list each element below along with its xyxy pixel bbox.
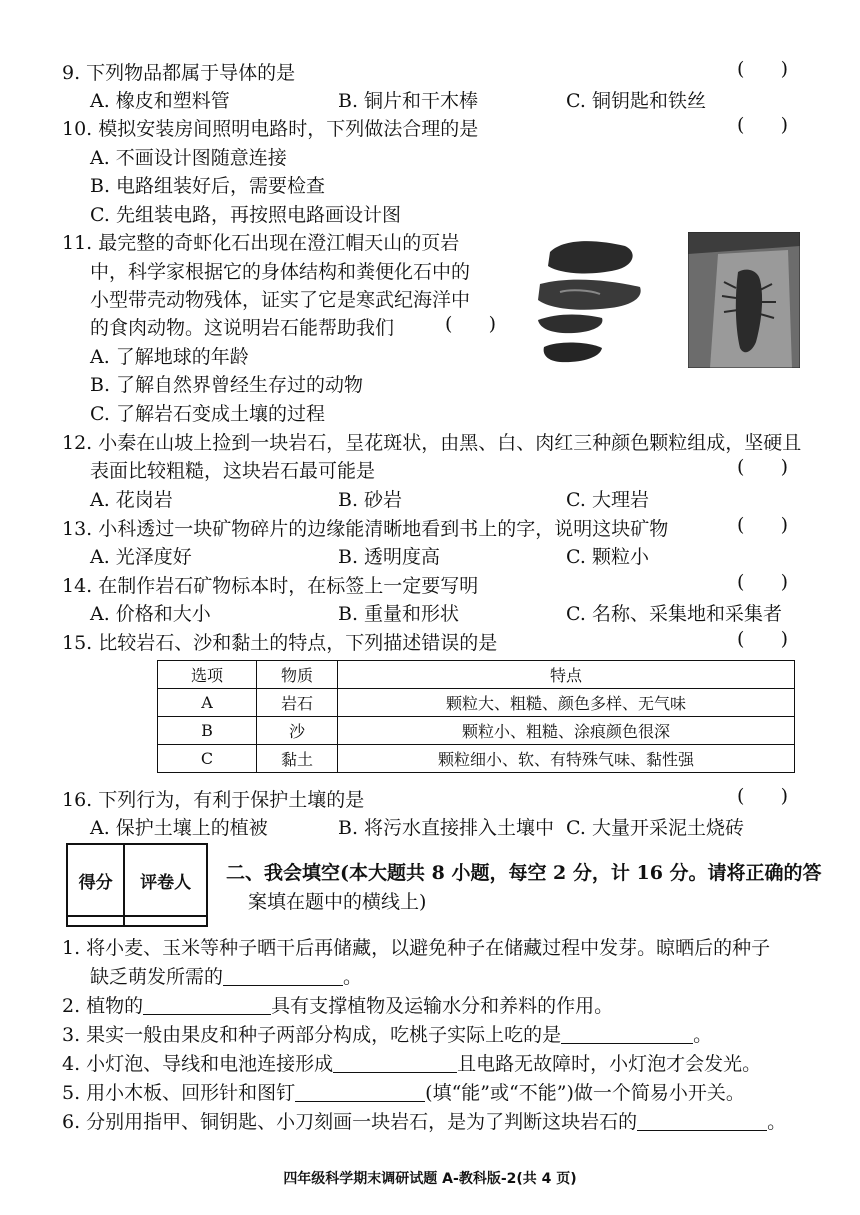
option-c: C. 铜钥匙和铁丝 <box>566 90 706 112</box>
fill-5-blank[interactable] <box>295 1082 425 1102</box>
table-cell: 黏土 <box>257 745 338 773</box>
table-cell: 颗粒细小、软、有特殊气味、黏性强 <box>338 745 795 773</box>
fill-3-text: 3. 果实一般由果皮和种子两部分构成，吃桃子实际上吃的是 <box>62 1024 562 1046</box>
table-header: 特点 <box>338 661 795 689</box>
table-cell: 颗粒大、粗糙、颜色多样、无气味 <box>338 689 795 717</box>
table-cell: C <box>158 745 257 773</box>
answer-paren[interactable]: ( ) <box>737 785 789 807</box>
fossil-rock-photo <box>530 232 650 367</box>
option-a: A. 光泽度好 <box>90 546 192 568</box>
question-11-line-3: 小型带壳动物残体，证实了它是寒武纪海洋中 <box>90 289 471 311</box>
question-12-line-2: 表面比较粗糙，这块岩石最可能是 <box>90 460 376 482</box>
option-c: C. 大理岩 <box>566 489 649 511</box>
option-b: B. 重量和形状 <box>338 603 460 625</box>
option-b: B. 了解自然界曾经生存过的动物 <box>90 374 364 396</box>
option-a: A. 橡皮和塑料管 <box>90 90 230 112</box>
option-c: C. 大量开采泥土烧砖 <box>566 817 744 839</box>
option-c: C. 名称、采集地和采集者 <box>566 603 782 625</box>
question-9-stem: 9. 下列物品都属于导体的是 <box>62 62 296 84</box>
option-a: A. 价格和大小 <box>90 603 211 625</box>
table-header-row <box>158 661 795 689</box>
option-c: C. 了解岩石变成土壤的过程 <box>90 403 325 425</box>
score-label: 得分 <box>67 844 124 916</box>
fill-2-text: 2. 植物的 <box>62 995 144 1017</box>
option-b: B. 砂岩 <box>338 489 403 511</box>
answer-paren[interactable]: ( ) <box>737 628 789 650</box>
section-2-heading <box>226 858 822 885</box>
answer-paren[interactable]: ( ) <box>737 58 789 80</box>
fill-4-text: 4. 小灯泡、导线和电池连接形成 <box>62 1053 334 1075</box>
section-2-heading-line-2: 案填在题中的横线上) <box>248 891 427 913</box>
question-15-stem: 15. 比较岩石、沙和黏土的特点，下列描述错误的是 <box>62 632 498 654</box>
fill-6 <box>62 1107 786 1134</box>
table-cell: 颗粒小、粗糙、涂痕颜色很深 <box>338 717 795 745</box>
option-b: B. 电路组装好后，需要检查 <box>90 175 326 197</box>
fill-1-text: 缺乏萌发所需的 <box>90 966 224 988</box>
fill-6-text: 6. 分别用指甲、铜钥匙、小刀刻画一块岩石，是为了判断这块岩石的 <box>62 1111 638 1133</box>
grader-cell[interactable] <box>124 916 207 926</box>
option-b: B. 铜片和干木棒 <box>338 90 479 112</box>
option-a: A. 了解地球的年龄 <box>90 346 249 368</box>
fill-3 <box>62 1020 712 1047</box>
table-row <box>158 717 795 745</box>
section-2-heading-text: 二、我会填空(本大题共 8 小题，每空 2 分，计 16 分。请将正确的答 <box>226 862 822 884</box>
fill-2-blank[interactable] <box>143 995 271 1015</box>
fill-3-blank[interactable] <box>561 1024 693 1044</box>
option-c: C. 先组装电路，再按照电路画设计图 <box>90 204 401 226</box>
fill-5-text: 5. 用小木板、回形针和图钉 <box>62 1082 296 1104</box>
answer-paren[interactable]: ( ) <box>445 313 497 335</box>
score-box <box>66 843 208 927</box>
option-b: B. 透明度高 <box>338 546 441 568</box>
table-row <box>158 689 795 717</box>
fill-6-end: 。 <box>767 1111 787 1133</box>
question-10-stem: 10. 模拟安装房间照明电路时，下列做法合理的是 <box>62 118 479 140</box>
question-12-line-1: 12. 小秦在山坡上捡到一块岩石，呈花斑状，由黑、白、肉红三种颜色颗粒组成，坚硬且 <box>62 432 802 454</box>
answer-paren[interactable]: ( ) <box>737 456 789 478</box>
option-b: B. 将污水直接排入土壤中 <box>338 817 555 839</box>
table-cell: A <box>158 689 257 717</box>
option-a: A. 保护土壤上的植被 <box>90 817 268 839</box>
fill-4-end: 且电路无故障时，小灯泡才会发光。 <box>457 1053 762 1075</box>
table-cell: B <box>158 717 257 745</box>
question-13-stem: 13. 小科透过一块矿物碎片的边缘能清晰地看到书上的字，说明这块矿物 <box>62 518 669 540</box>
table-row <box>158 745 795 773</box>
answer-paren[interactable]: ( ) <box>737 571 789 593</box>
question-14-stem: 14. 在制作岩石矿物标本时，在标签上一定要写明 <box>62 575 479 597</box>
fill-5 <box>62 1078 745 1105</box>
option-a: A. 不画设计图随意连接 <box>90 147 287 169</box>
answer-paren[interactable]: ( ) <box>737 514 789 536</box>
page-footer: 四年级科学期末调研试题 A-教科版-2(共 4 页) <box>283 1171 577 1187</box>
fill-4 <box>62 1049 761 1076</box>
question-11-line-2: 中，科学家根据它的身体结构和粪便化石中的 <box>90 261 471 283</box>
option-c: C. 颗粒小 <box>566 546 649 568</box>
fill-4-blank[interactable] <box>333 1053 457 1073</box>
table-cell: 沙 <box>257 717 338 745</box>
table-cell: 岩石 <box>257 689 338 717</box>
fill-1-line-1: 1. 将小麦、玉米等种子晒干后再储藏，以避免种子在储藏过程中发芽。晾晒后的种子 <box>62 937 771 959</box>
question-11-line-4: 的食肉动物。这说明岩石能帮助我们 <box>90 317 395 339</box>
fill-5-end: (填“能”或“不能”)做一个简易小开关。 <box>425 1082 745 1104</box>
fill-3-end: 。 <box>693 1024 713 1046</box>
shrimp-fossil-photo <box>688 232 800 368</box>
fill-2 <box>62 991 613 1018</box>
grader-label: 评卷人 <box>124 844 207 916</box>
fill-1-line-2 <box>90 962 362 989</box>
fill-1-end: 。 <box>343 966 363 988</box>
fill-2-end: 具有支撑植物及运输水分和养料的作用。 <box>271 995 614 1017</box>
fill-6-blank[interactable] <box>637 1111 767 1131</box>
table-header: 物质 <box>257 661 338 689</box>
question-11-line-1: 11. 最完整的奇虾化石出现在澄江帽天山的页岩 <box>62 232 460 254</box>
score-cell[interactable] <box>67 916 124 926</box>
question-16-stem: 16. 下列行为，有利于保护土壤的是 <box>62 789 365 811</box>
table-header: 选项 <box>158 661 257 689</box>
fill-1-blank[interactable] <box>223 966 343 986</box>
comparison-table <box>157 660 795 773</box>
option-a: A. 花岗岩 <box>90 489 173 511</box>
answer-paren[interactable]: ( ) <box>737 114 789 136</box>
